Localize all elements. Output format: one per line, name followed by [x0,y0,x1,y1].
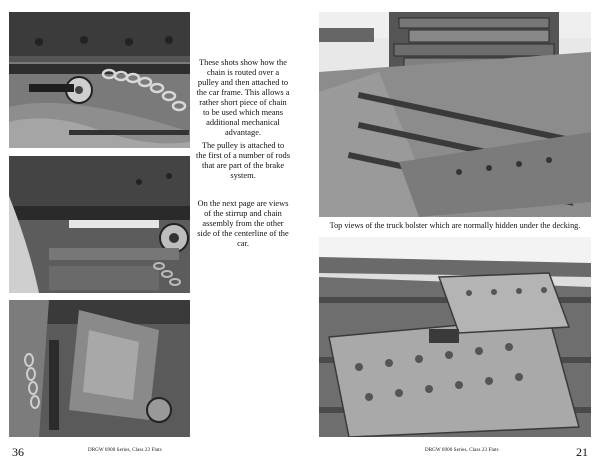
footer-title: DRGW 6900 Series, Class 23 Flats [88,448,162,453]
photo-pulley-rod [9,156,190,293]
right-page [300,0,600,464]
photo-truck-bolster-plate [319,237,591,437]
footer-title: DRGW 6900 Series, Class 23 Flats [425,448,499,453]
description-paragraph: These shots show how the chain is routed over a pulley and then attached to the car frame. This allows a rather short piece of chain to be used which means additional mechanical advantage. [196,58,290,137]
photo-chain-pulley [9,12,190,148]
photo-truck-bolster-wide [319,12,591,217]
page-number: 36 [12,445,24,459]
page-number: 21 [576,445,588,459]
description-paragraph: The pulley is attached to the first of a number of rods that are part of the brake system. [196,141,290,180]
photo-caption: Top views of the truck bolster which are normally hidden under the decking. [329,221,581,230]
description-paragraph: On the next page are views of the stirrup and chain assembly from the other side of the centerline of the car. [197,199,289,248]
photo-stirrup-closeup [9,300,190,437]
